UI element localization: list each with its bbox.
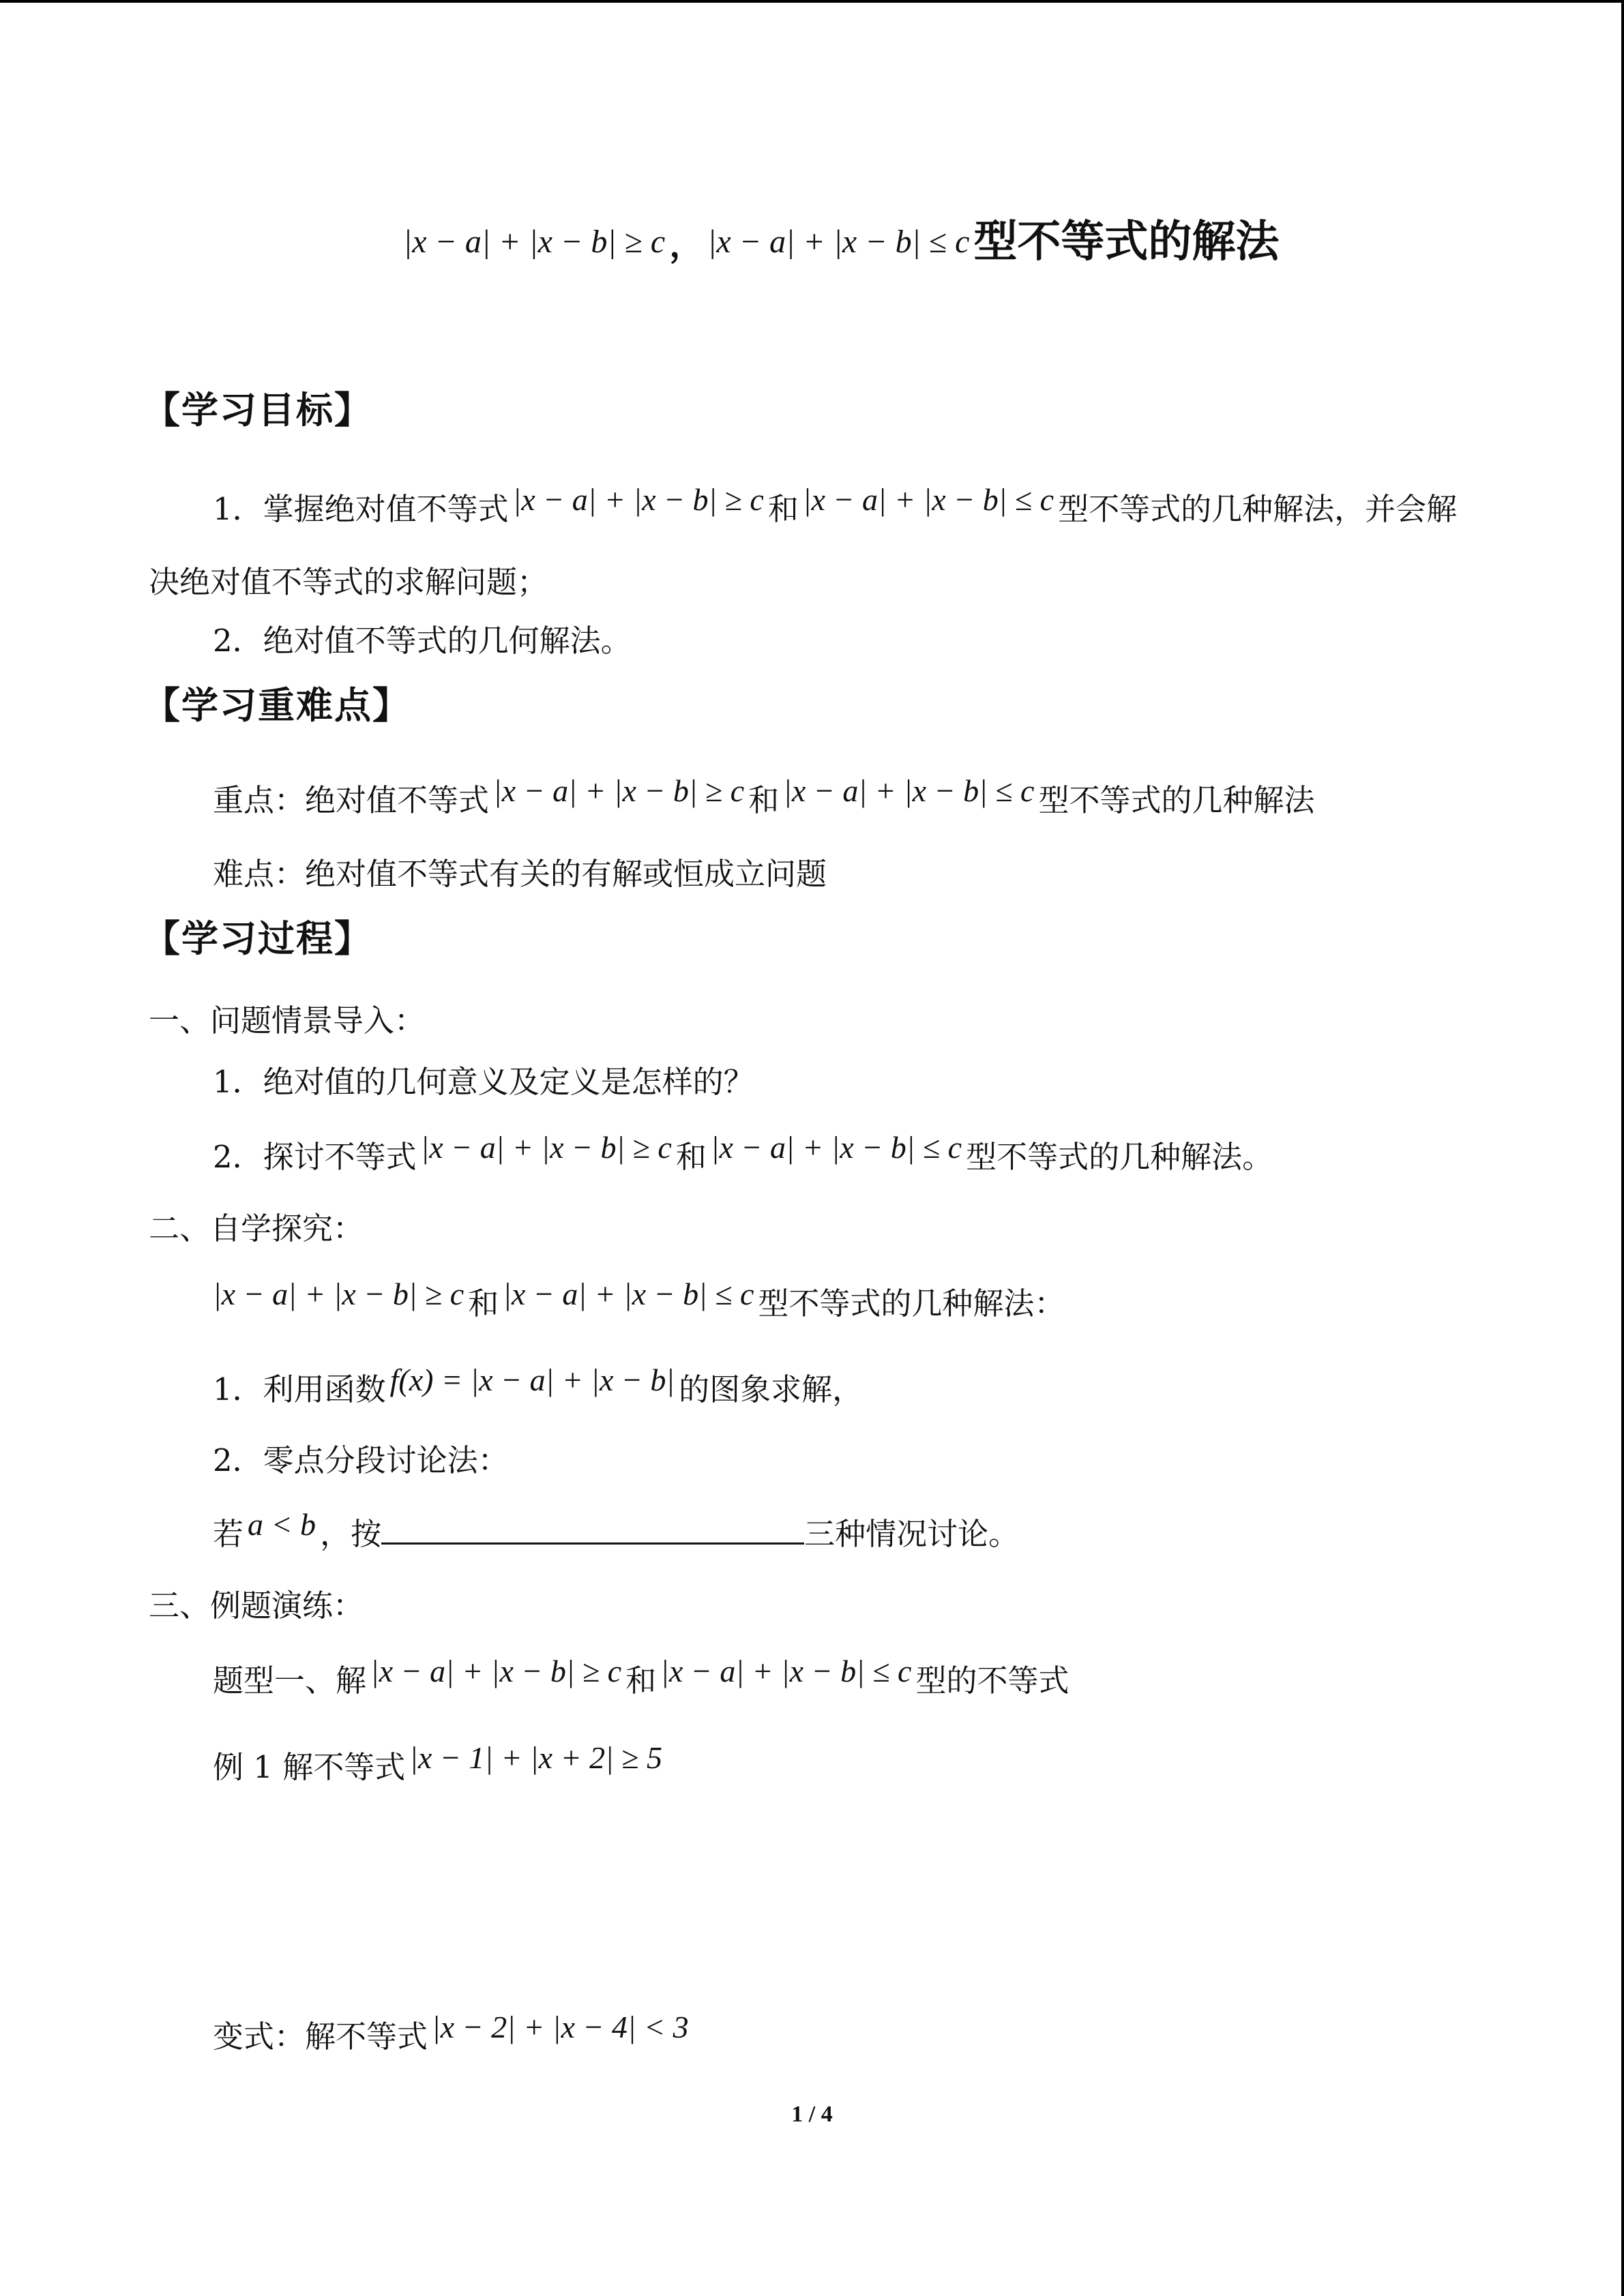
- question-2-text-a: 2．探讨不等式: [213, 1139, 417, 1175]
- type-1-text-a: 题型一、解: [213, 1663, 367, 1699]
- part-1-heading: 一、问题情景导入：: [149, 1002, 426, 1039]
- page-title: [399, 205, 1279, 284]
- part-2-heading: 二、自学探究：: [149, 1210, 364, 1247]
- difficulty-line: 难点：绝对值不等式有关的有解或恒成立问题: [213, 856, 827, 892]
- variant-text: 变式：解不等式: [213, 2018, 428, 2055]
- right-border: [1621, 0, 1624, 2296]
- method-2: 2．零点分段讨论法：: [213, 1442, 509, 1478]
- title-math-2: |x − a| + |x − b| ≤ c: [707, 224, 970, 260]
- section-process: 【学习过程】: [143, 917, 372, 960]
- title-math-1: |x − a| + |x − b| ≥ c: [403, 224, 666, 260]
- method-1-text-b: 的图象求解，: [679, 1371, 863, 1407]
- objective-1-math-le: |x − a| + |x − b| ≤ c: [802, 482, 1054, 517]
- question-2: [213, 1130, 1273, 1179]
- method-2-math: a < b: [248, 1507, 316, 1542]
- self-study-text-b: 型不等式的几种解法：: [758, 1285, 1065, 1322]
- example-1-math: |x − 1| + |x + 2| ≥ 5: [409, 1740, 663, 1775]
- section-objectives: 【学习目标】: [143, 389, 372, 432]
- objective-1-math-ge: |x − a| + |x − b| ≥ c: [512, 482, 764, 517]
- question-1: 1．绝对值的几何意义及定义是怎样的？: [213, 1064, 754, 1100]
- objective-1-text-a: 1．掌握绝对值不等式: [213, 491, 509, 527]
- objective-1-line-1: [213, 482, 1458, 531]
- method-2-text-c: 三种情况讨论。: [804, 1516, 1020, 1552]
- type-1-line: [213, 1654, 1069, 1703]
- keypoint-text-a: 重点：绝对值不等式: [213, 782, 490, 818]
- keypoint-and: 和: [748, 782, 780, 818]
- section-keypoints: 【学习重难点】: [143, 684, 411, 727]
- method-2-detail: [213, 1507, 1019, 1556]
- top-border: [0, 0, 1624, 3]
- question-2-math-le: |x − a| + |x − b| ≤ c: [710, 1130, 962, 1165]
- page-number: 1 / 4: [791, 2102, 833, 2127]
- objective-2: 2．绝对值不等式的几何解法。: [213, 623, 632, 659]
- objective-1-text-b: 型不等式的几种解法，并会解: [1058, 491, 1458, 527]
- keypoint-line: [213, 773, 1315, 822]
- variant-math: |x − 2| + |x − 4| < 3: [432, 2010, 689, 2044]
- method-2-text-b: ，按: [320, 1516, 382, 1552]
- fill-in-blank[interactable]: [381, 1507, 804, 1545]
- type-1-and: 和: [625, 1663, 657, 1699]
- objective-1-and: 和: [767, 491, 799, 527]
- keypoint-math-le: |x − a| + |x − b| ≤ c: [783, 773, 1035, 808]
- method-1-math: f(x) = |x − a| + |x − b|: [389, 1362, 675, 1397]
- self-study-math-ge: |x − a| + |x − b| ≥ c: [213, 1277, 464, 1311]
- title-text: 型不等式的解法: [973, 217, 1280, 267]
- type-1-math-le: |x − a| + |x − b| ≤ c: [660, 1654, 912, 1688]
- question-2-text-b: 型不等式的几种解法。: [966, 1139, 1273, 1175]
- self-study-math-le: |x − a| + |x − b| ≤ c: [503, 1277, 754, 1311]
- type-1-math-ge: |x − a| + |x − b| ≥ c: [370, 1654, 622, 1688]
- question-2-math-ge: |x − a| + |x − b| ≥ c: [420, 1130, 672, 1165]
- example-1-text: 例 1 解不等式: [213, 1749, 406, 1785]
- question-2-and: 和: [675, 1139, 707, 1175]
- method-2-text-a: 若: [213, 1516, 244, 1552]
- method-1-text-a: 1．利用函数: [213, 1371, 386, 1407]
- variant: [213, 2010, 693, 2059]
- keypoint-text-b: 型不等式的几种解法: [1038, 782, 1315, 818]
- self-study-line: [213, 1277, 1065, 1326]
- part-3-heading: 三、例题演练：: [149, 1587, 364, 1624]
- objective-1-line-2: 决绝对值不等式的求解问题；: [149, 564, 548, 600]
- type-1-text-b: 型的不等式: [915, 1663, 1069, 1699]
- example-1: [213, 1740, 666, 1789]
- title-sep: ，: [669, 225, 704, 265]
- self-study-and: 和: [468, 1285, 499, 1322]
- method-1: [213, 1362, 863, 1412]
- keypoint-math-ge: |x − a| + |x − b| ≥ c: [493, 773, 745, 808]
